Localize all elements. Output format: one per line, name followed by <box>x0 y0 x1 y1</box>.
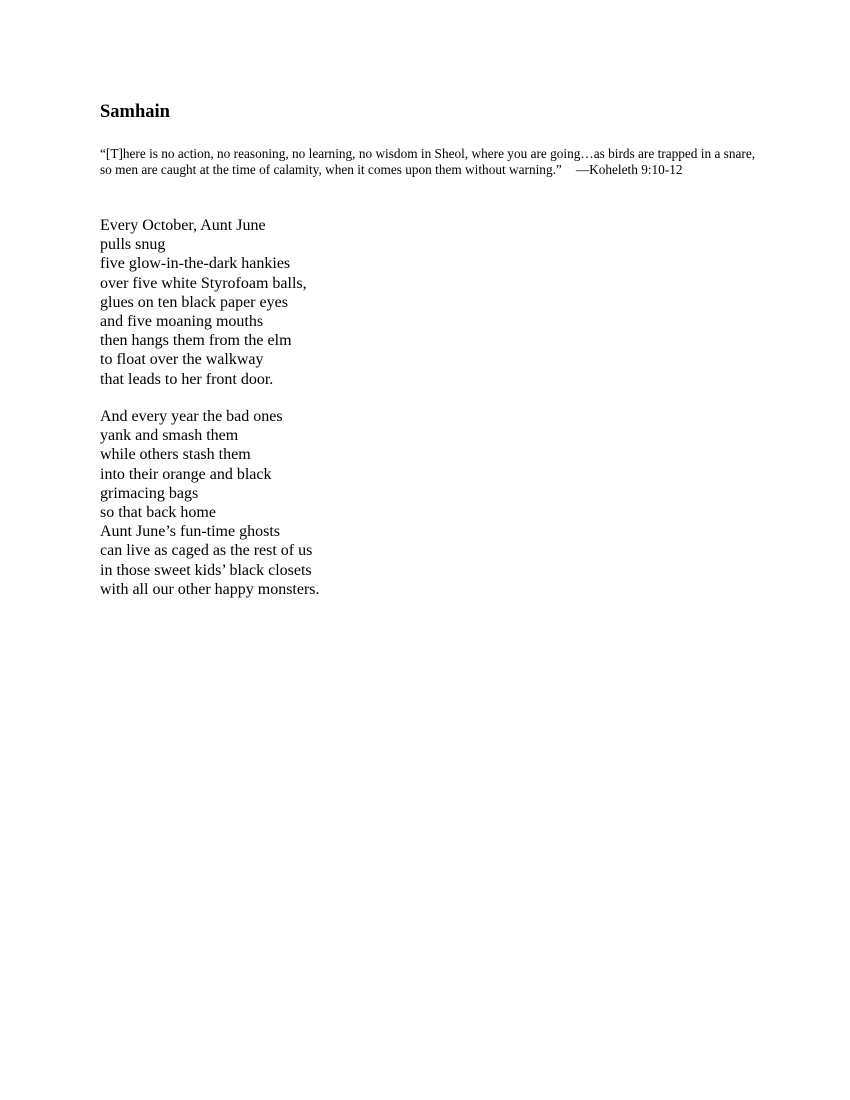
poem-line: that leads to her front door. <box>100 370 274 388</box>
poem-line: to float over the walkway <box>100 351 264 369</box>
poem-title: Samhain <box>100 102 170 122</box>
stanza-2 <box>100 407 320 599</box>
poem-line: Every October, Aunt June <box>100 217 266 234</box>
poem-line: grimacing bags <box>100 484 199 502</box>
poem-line: and five moaning mouths <box>100 313 264 331</box>
poem-line: five glow-in-the-dark hankies <box>100 255 291 273</box>
poem-line: yank and smash them <box>100 427 239 445</box>
poem-line: into their orange and black <box>100 465 272 483</box>
stanza-1 <box>100 216 307 389</box>
poem-line: in those sweet kids’ black closets <box>100 561 312 579</box>
poem-line: with all our other happy monsters. <box>100 580 320 598</box>
document-page <box>100 0 760 1100</box>
epigraph-attribution: —Koheleth 9:10-12 <box>575 162 683 177</box>
poem-line: Aunt June’s fun-time ghosts <box>100 523 280 541</box>
poem-line: then hangs them from the elm <box>100 332 292 350</box>
epigraph-quote: “[T]here is no action, no reasoning, no learning, no wisdom in Sheol, where you are going…as birds are trapped in a snare, so men are caught at the time of calamity, when it comes upon them without warning.” <box>100 146 756 177</box>
epigraph <box>100 146 760 178</box>
poem-line: over five white Styrofoam balls, <box>100 274 307 292</box>
poem-line: while others stash them <box>100 446 251 464</box>
poem-line: pulls snug <box>100 236 166 254</box>
poem-line: can live as caged as the rest of us <box>100 542 313 560</box>
poem-line: so that back home <box>100 504 216 522</box>
poem-line: glues on ten black paper eyes <box>100 293 288 311</box>
poem-line: And every year the bad ones <box>100 408 283 425</box>
